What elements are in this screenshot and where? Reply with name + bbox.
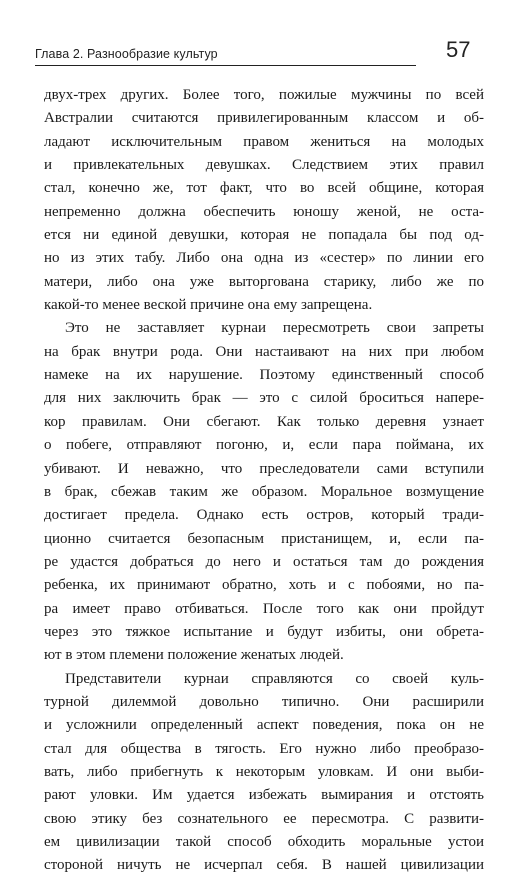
text-line: намеке на их нарушение. Поэтому единственный способ bbox=[44, 367, 484, 384]
text-line: убивают. И неважно, что преследователи сами вступили bbox=[44, 460, 484, 477]
page-number: 57 bbox=[446, 37, 471, 62]
text-line: для них заключить брак — это с силой броситься напере- bbox=[44, 390, 484, 407]
text-line: ребенка, их принимают обратно, хоть и с побоями, но па- bbox=[44, 577, 484, 594]
text-line: и усложнили определенный аспект поведения, пока он не bbox=[44, 717, 484, 734]
text-line: стороной ничуть не исчерпал себя. В нашей цивилизации bbox=[44, 857, 484, 874]
text-line: какой-то менее веской причине она ему запрещена. bbox=[44, 297, 373, 314]
text-line: свою этику без сознательного ее пересмотра. С развити- bbox=[44, 810, 484, 827]
text-line: Это не заставляет курнаи пересмотреть свои запреты bbox=[65, 320, 484, 337]
text-line: о побеге, отправляют погоню, и, если пара поймана, их bbox=[44, 437, 484, 454]
paragraph bbox=[44, 668, 484, 878]
text-line: двух-трех других. Более того, пожилые мужчины по всей bbox=[44, 87, 484, 103]
text-line: достигает предела. Однако есть остров, который тради- bbox=[44, 507, 484, 524]
text-line: ре удастся добраться до него и остаться там до рождения bbox=[44, 553, 484, 570]
paragraph bbox=[44, 317, 484, 667]
text-line: в брак, сбежав таким же образом. Моральное возмущение bbox=[44, 483, 484, 500]
text-line: матери, либо она уже выторгована старику, либо же по bbox=[44, 273, 484, 290]
text-line: но из этих табу. Либо она одна из «сестер» по линии его bbox=[44, 250, 484, 267]
text-line: вать, либо прибегнуть к некоторым уловкам. И они выби- bbox=[44, 763, 484, 780]
text-line: Представители курнаи справляются со своей куль- bbox=[65, 670, 484, 687]
text-line: через это тяжкое испытание и будут избиты, они обрета- bbox=[44, 623, 484, 640]
text-line: непременно должна обеспечить юношу женой, не оста- bbox=[44, 203, 484, 220]
body-text bbox=[44, 84, 484, 878]
text-line: ра имеет право отбиваться. После того как они пройдут bbox=[44, 600, 484, 617]
chapter-title: Глава 2. Разнообразие культур bbox=[35, 47, 218, 61]
text-line: Австралии считаются привилегированным классом и об- bbox=[44, 110, 484, 127]
text-line: стал для общества в тягость. Его нужно либо преобразо- bbox=[44, 740, 484, 757]
text-line: ют в этом племени положение женатых людей. bbox=[44, 647, 344, 664]
text-line: рают уловки. Им удается избежать вымирания и отстоять bbox=[44, 787, 484, 804]
text-line: ционно считается безопасным пристанищем, и, если па- bbox=[44, 530, 484, 547]
text-line: на брак внутри рода. Они настаивают на них при любом bbox=[44, 343, 484, 360]
text-line: стал, конечно же, тот факт, что во всей общине, которая bbox=[44, 180, 484, 197]
paragraph bbox=[44, 84, 484, 317]
text-line: кор правилам. Они сбегают. Как только деревня узнает bbox=[44, 413, 484, 430]
running-head bbox=[35, 40, 416, 66]
text-line: и привлекательных девушках. Следствием этих правил bbox=[44, 157, 484, 174]
text-line: ем цивилизации такой способ обходить моральные устои bbox=[44, 834, 484, 850]
text-line: турной дилеммой довольно типично. Они расширили bbox=[44, 693, 484, 710]
text-line: ладают исключительным правом жениться на молодых bbox=[44, 133, 484, 150]
text-line: ется ни единой девушки, которая не попадала бы под од- bbox=[44, 227, 484, 244]
